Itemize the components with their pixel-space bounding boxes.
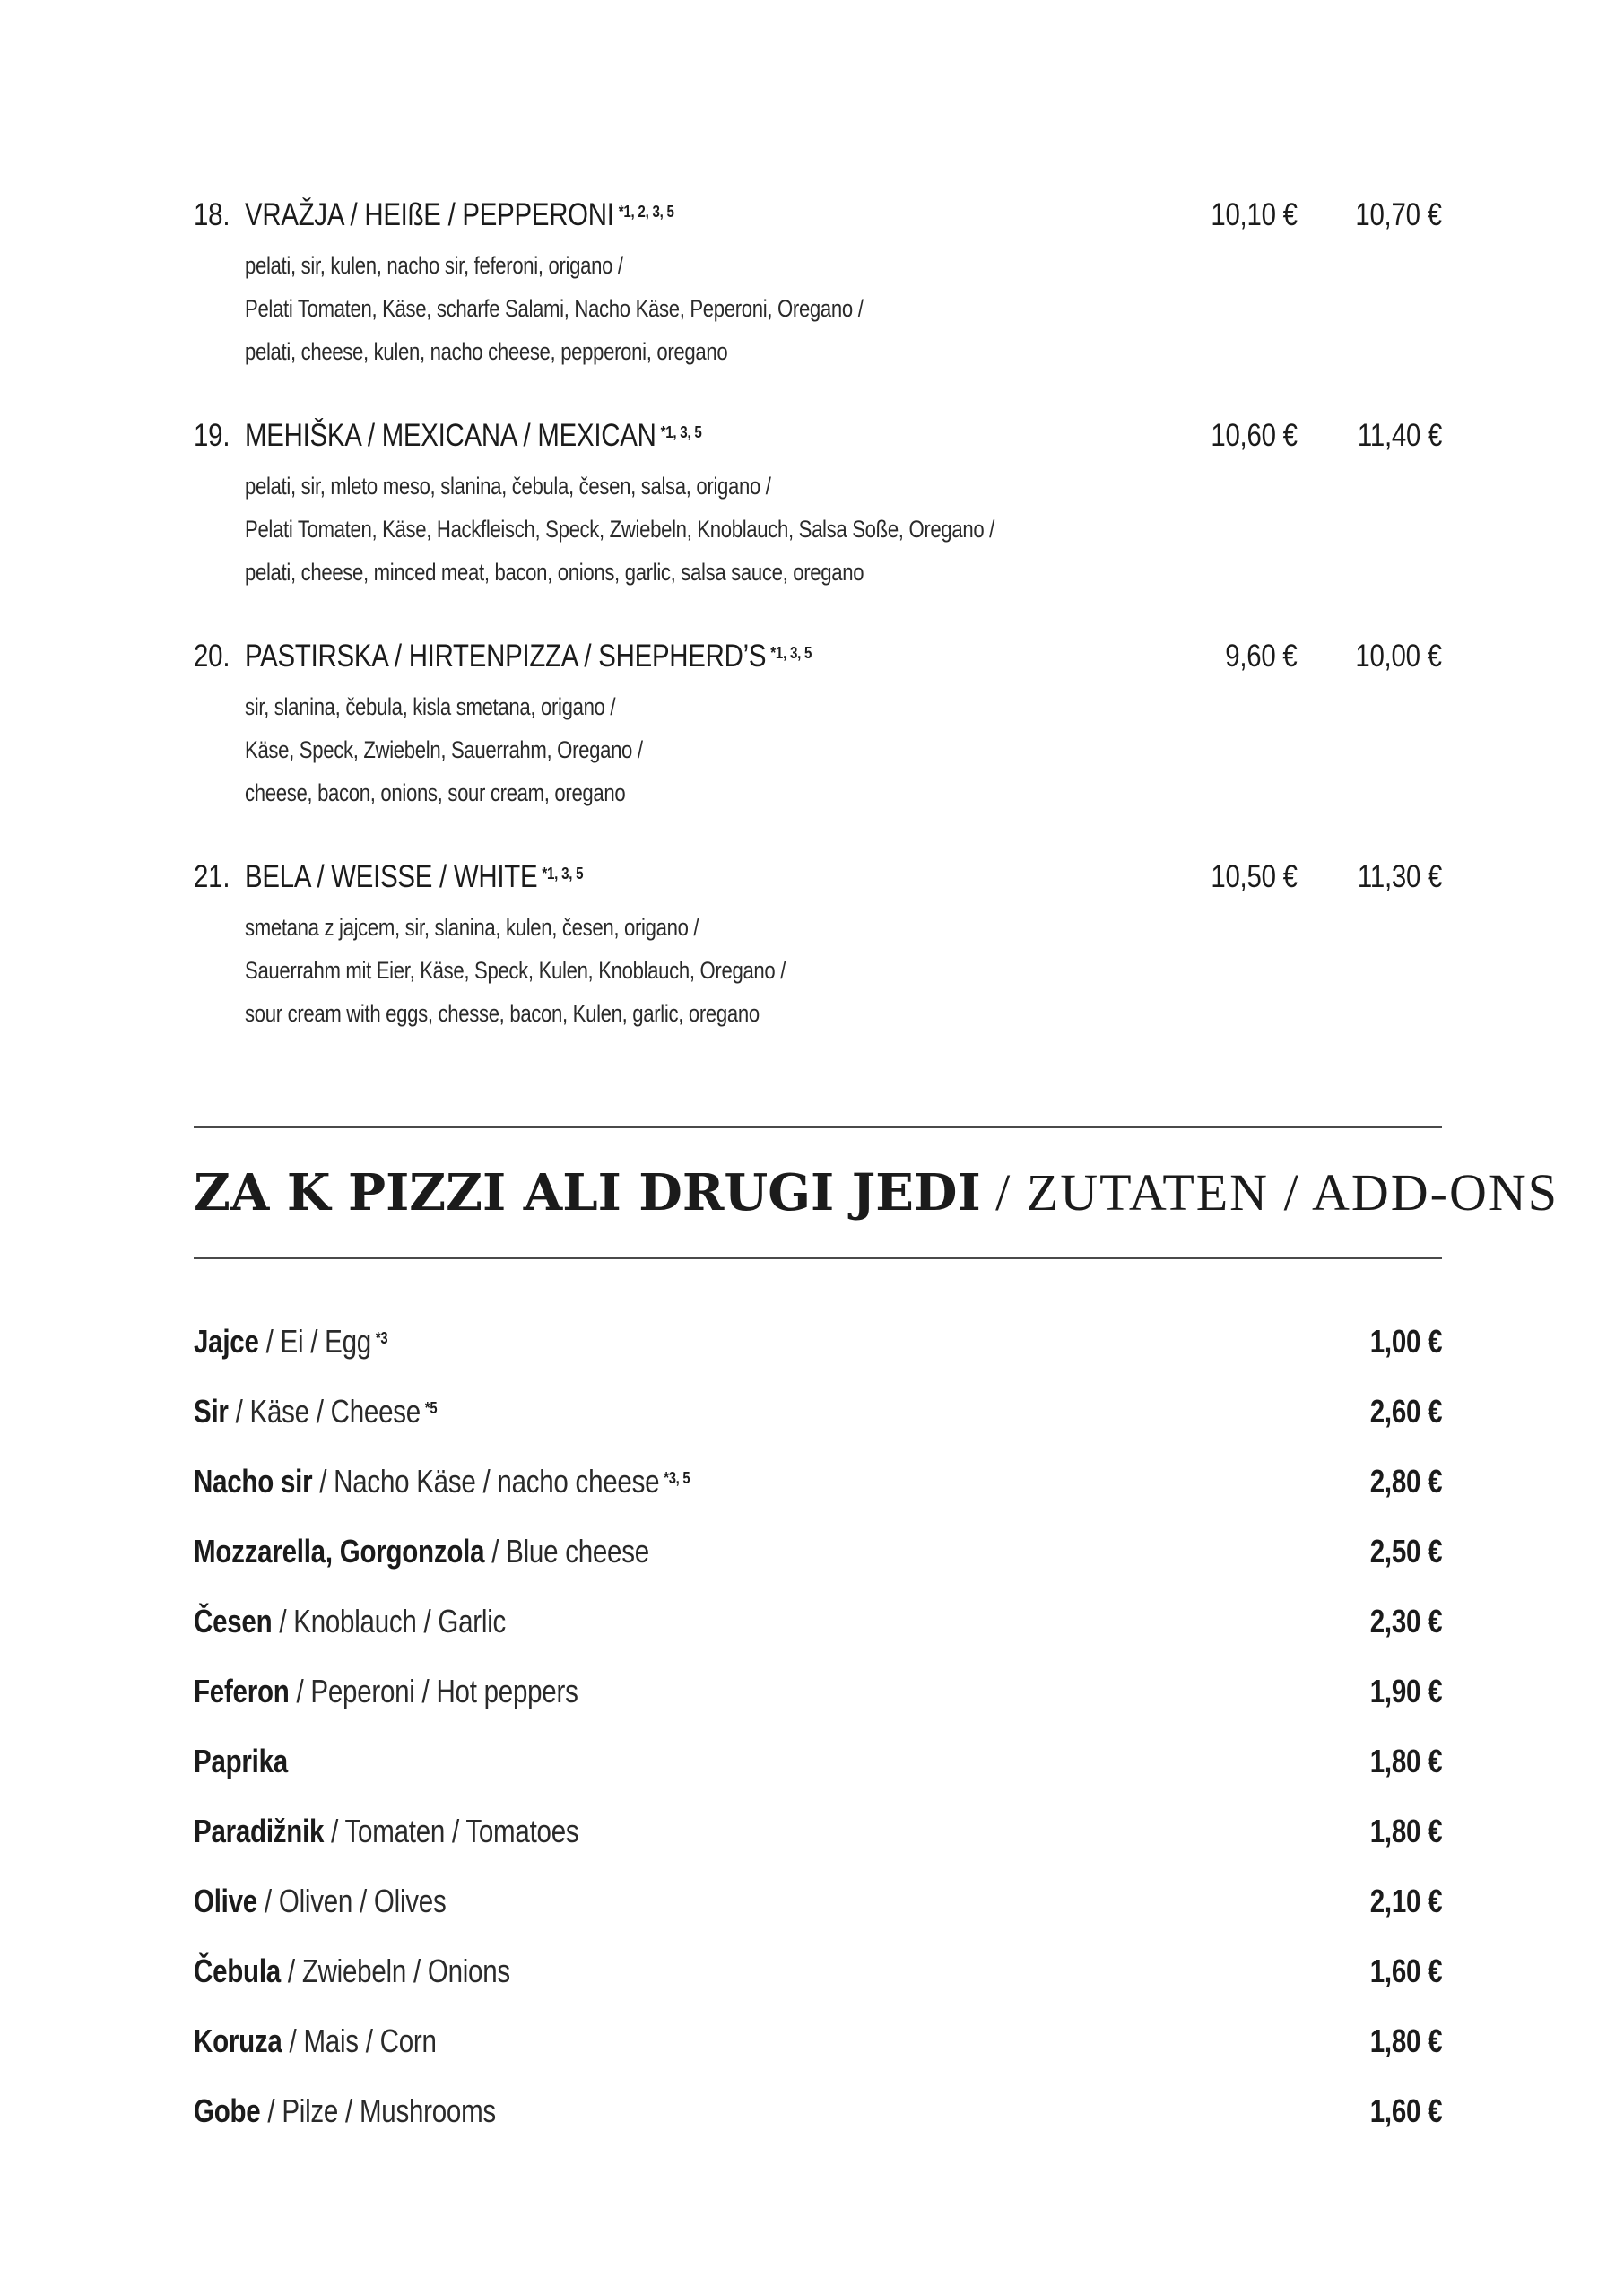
addon-name-translations: / Käse / Cheese	[228, 1393, 421, 1430]
pizza-name	[245, 856, 583, 899]
addon-name-translations: / Pilze / Mushrooms	[260, 2092, 496, 2129]
addon-item	[194, 1666, 1442, 1736]
addon-price: 1,60 €	[1369, 1952, 1442, 1989]
pizza-description	[245, 906, 786, 1035]
description-line-sl: pelati, sir, mleto meso, slanina, čebula, česen, salsa, origano /	[245, 473, 771, 500]
addon-price: 1,90 €	[1369, 1673, 1442, 1709]
divider-top	[194, 1126, 1442, 1128]
addon-item	[194, 1387, 1442, 1457]
addon-price: 2,60 €	[1369, 1393, 1442, 1430]
divider-bottom	[194, 1257, 1442, 1259]
addon-name	[194, 1317, 387, 1367]
price-large: 11,40 €	[1357, 418, 1442, 453]
description-line-en: pelati, cheese, kulen, nacho cheese, pepperoni, oregano	[245, 338, 728, 365]
price-small: 10,50 €	[1211, 859, 1298, 894]
description-line-sl: smetana z jajcem, sir, slanina, kulen, česen, origano /	[245, 914, 699, 941]
price-large: 11,30 €	[1357, 859, 1442, 894]
addon-price: 2,50 €	[1369, 1533, 1442, 1570]
addon-name	[194, 1736, 288, 1787]
addon-name-sl: Sir	[194, 1393, 229, 1430]
pizza-item	[194, 414, 1442, 635]
addon-price: 2,80 €	[1369, 1463, 1442, 1500]
addon-item	[194, 1317, 1442, 1387]
addon-name	[194, 1457, 690, 1507]
pizza-name	[245, 635, 812, 678]
allergen-codes: *1, 3, 5	[770, 644, 812, 662]
addon-name	[194, 1596, 506, 1647]
addon-name-sl: Gobe	[194, 2092, 261, 2129]
addon-name-sl: Jajce	[194, 1323, 259, 1360]
addon-name-sl: Paprika	[194, 1743, 288, 1779]
price-small: 9,60 €	[1225, 639, 1298, 674]
addon-name-sl: Koruza	[194, 2022, 282, 2059]
addon-name-sl: Paradižnik	[194, 1813, 325, 1849]
description-line-sl: sir, slanina, čebula, kisla smetana, origano /	[245, 693, 616, 720]
allergen-codes: *1, 2, 3, 5	[618, 203, 674, 221]
pizza-description	[245, 465, 994, 594]
addon-item	[194, 2086, 1442, 2156]
addon-name	[194, 1946, 510, 1996]
description-line-de: Pelati Tomaten, Käse, scharfe Salami, Nacho Käse, Peperoni, Oregano /	[245, 295, 864, 322]
addon-name	[194, 1876, 446, 1926]
addon-name-sl: Česen	[194, 1603, 273, 1639]
addon-name	[194, 1806, 578, 1857]
pizza-name-text: VRAŽJA / HEIßE / PEPPERONI	[245, 197, 614, 232]
pizza-name-text: BELA / WEISSE / WHITE	[245, 859, 538, 894]
section-heading-light: / ZUTATEN / ADD-ONS	[980, 1163, 1559, 1222]
addon-name-sl: Feferon	[194, 1673, 290, 1709]
pizza-name	[245, 194, 674, 237]
pizza-number: 20.	[194, 639, 230, 674]
addon-item	[194, 1736, 1442, 1806]
pizza-list	[194, 194, 1442, 1076]
addon-name	[194, 1666, 578, 1717]
addon-name-translations: / Knoblauch / Garlic	[272, 1603, 507, 1639]
addon-item	[194, 1876, 1442, 1946]
addon-name-sl: Olive	[194, 1883, 257, 1919]
addon-name-translations: / Blue cheese	[484, 1533, 649, 1570]
addon-name-sl: Mozzarella, Gorgonzola	[194, 1533, 485, 1570]
addon-list	[194, 1317, 1442, 2156]
addon-name-translations: / Mais / Corn	[282, 2022, 437, 2059]
addon-price: 1,00 €	[1369, 1323, 1442, 1360]
addon-price: 2,10 €	[1369, 1883, 1442, 1919]
description-line-de: Sauerrahm mit Eier, Käse, Speck, Kulen, Knoblauch, Oregano /	[245, 957, 786, 984]
section-heading	[194, 1164, 1559, 1222]
pizza-name-text: PASTIRSKA / HIRTENPIZZA / SHEPHERD’S	[245, 639, 767, 674]
pizza-item	[194, 194, 1442, 414]
addon-name-sl: Nacho sir	[194, 1463, 313, 1500]
allergen-codes: *1, 3, 5	[660, 423, 702, 441]
section-heading-bold: ZA K PIZZI ALI DRUGI JEDI	[194, 1163, 981, 1222]
allergen-codes: *1, 3, 5	[542, 865, 584, 883]
description-line-de: Pelati Tomaten, Käse, Hackfleisch, Speck, Zwiebeln, Knoblauch, Salsa Soße, Oregano /	[245, 516, 994, 543]
pizza-number: 19.	[194, 418, 230, 453]
addon-item	[194, 1457, 1442, 1526]
allergen-codes: *3, 5	[664, 1469, 690, 1487]
addon-item	[194, 1526, 1442, 1596]
addon-name	[194, 1526, 649, 1577]
pizza-description	[245, 244, 864, 373]
price-small: 10,60 €	[1211, 418, 1298, 453]
description-line-en: pelati, cheese, minced meat, bacon, onions, garlic, salsa sauce, oregano	[245, 559, 864, 586]
addon-item	[194, 1946, 1442, 2016]
addon-name-translations: / Ei / Egg	[258, 1323, 371, 1360]
allergen-codes: *5	[424, 1399, 438, 1417]
addon-item	[194, 1596, 1442, 1666]
price-large: 10,70 €	[1355, 197, 1442, 232]
pizza-number: 21.	[194, 859, 230, 894]
pizza-description	[245, 685, 643, 814]
addon-price: 1,80 €	[1369, 1813, 1442, 1849]
price-large: 10,00 €	[1355, 639, 1442, 674]
pizza-item	[194, 856, 1442, 1076]
allergen-codes: *3	[375, 1329, 388, 1347]
description-line-en: cheese, bacon, onions, sour cream, oregano	[245, 779, 626, 806]
addon-item	[194, 2016, 1442, 2086]
addon-name-sl: Čebula	[194, 1952, 281, 1989]
description-line-de: Käse, Speck, Zwiebeln, Sauerrahm, Oregano /	[245, 736, 643, 763]
addon-name	[194, 1387, 437, 1437]
addon-price: 2,30 €	[1369, 1603, 1442, 1639]
addon-item	[194, 1806, 1442, 1876]
addon-price: 1,80 €	[1369, 1743, 1442, 1779]
addon-name	[194, 2016, 437, 2066]
description-line-en: sour cream with eggs, chesse, bacon, Kulen, garlic, oregano	[245, 1000, 760, 1027]
addon-price: 1,60 €	[1369, 2092, 1442, 2129]
pizza-name-text: MEHIŠKA / MEXICANA / MEXICAN	[245, 418, 656, 453]
pizza-item	[194, 635, 1442, 856]
addon-name-translations: / Peperoni / Hot peppers	[289, 1673, 578, 1709]
description-line-sl: pelati, sir, kulen, nacho sir, feferoni, origano /	[245, 252, 623, 279]
addon-name-translations: / Tomaten / Tomatoes	[324, 1813, 579, 1849]
addon-price: 1,80 €	[1369, 2022, 1442, 2059]
pizza-number: 18.	[194, 197, 230, 232]
addon-name-translations: / Nacho Käse / nacho cheese	[312, 1463, 660, 1500]
addon-name	[194, 2086, 496, 2136]
pizza-name	[245, 414, 702, 457]
price-small: 10,10 €	[1211, 197, 1298, 232]
addon-name-translations: / Oliven / Olives	[256, 1883, 447, 1919]
addon-name-translations: / Zwiebeln / Onions	[280, 1952, 510, 1989]
